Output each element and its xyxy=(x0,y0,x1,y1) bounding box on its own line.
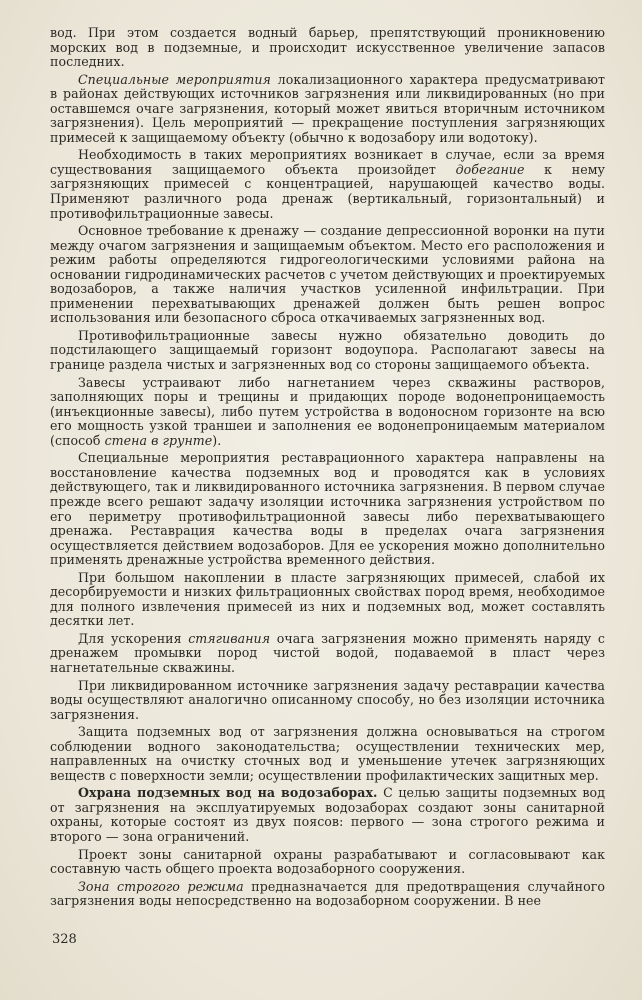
paragraph: Завесы устраивают либо нагнетанием через скважины растворов, заполняющих поры и трещины и придающих породе водонепроницаемость (инъекционные завесы), либо путем устройства в водоносном горизонте на всю его мощность узкой траншеи и заполнения ее водонепроницаемым материалом (способ стена в грунте). xyxy=(50,374,605,448)
paragraph: Противофильтрационные завесы нужно обязательно доводить до подстилающего защищаемый горизонт водоупора. Располагают завесы на границе раздела чистых и загрязненных вод со стороны защищаемого объекта. xyxy=(50,327,605,373)
page-number: 328 xyxy=(52,932,77,947)
paragraph-section-heading: Охрана подземных вод на водозаборах. С целью защиты подземных вод от загрязнения на эксплуатируемых водозаборах создают зоны санитарной охраны, которые состоят из двух поясов: первого — зона строгого режима и второго — зона ограничений. xyxy=(50,785,605,844)
paragraph: Для ускорения стягивания очага загрязнения можно применять наряду с дренажем промывки пород чистой водой, подаваемой в пласт через нагнетательные скважины. xyxy=(50,630,605,675)
section-heading: Охрана подземных вод на водозаборах. xyxy=(78,785,378,801)
paragraph: Специальные мероприятия реставрационного характера направлены на восстановление качества подземных вод и проводятся как в условиях действующего, так и ликвидированного источника загрязнения. В первом случае прежде всего решают задачу изоляции источника загрязнения устройством по его периметру противофильтрационной завесы либо перехватывающего дренажа. Реставрация качества воды в пределах очага загрязнения осуществляется действием водозаборов. Для ее ускорения можно дополнительно применять дренажные устройства временного действия. xyxy=(50,450,605,568)
paragraph: Защита подземных вод от загрязнения должна основываться на строгом соблюдении водного законодательства; осуществлении технических мер, направленных на очистку сточных вод и уменьшение утечек загрязняющих веществ с поверхности земли; осуществлении профилактических защитных мер. xyxy=(50,724,605,783)
paragraph: Необходимость в таких мероприятиях возникает в случае, если за время существования защищаемого объекта произойдет добегание к нему загрязняющих примесей с концентрацией, нарушающей качество воды. Применяют различного рода дренаж (вертикальный, горизонтальный) и противофильтрационные завесы. xyxy=(50,147,606,221)
paragraph: Проект зоны санитарной охраны разрабатывают и согласовывают как составную часть общего проекта водозаборного сооружения. xyxy=(50,846,605,877)
paragraph: При большом накоплении в пласте загрязняющих примесей, слабой их десорбируемости и низких фильтрационных свойствах пород время, необходимое для полного извлечения примесей из них и подземных вод, может составлять десятки лет. xyxy=(50,569,605,629)
paragraph: Зона строгого режима предназначается для предотвращения случайного загрязнения воды непосредственно на водозаборном сооружении. В нее xyxy=(50,878,605,909)
paragraph: вод. При этом создается водный барьер, препятствующий проникновению морских вод в подземные, и происходит искусственное увеличение запасов последних. xyxy=(50,25,605,70)
paragraph: Специальные мероприятия локализационного характера предусматривают в районах действующих источников загрязнения или ликвидированных (но при оставшемся очаге загрязнения, который может явиться вторичным источником загрязнения). Цель мероприятий — прекращение поступления загрязняющих примесей к защищаемому объекту (обычно к водозабору или водотоку). xyxy=(50,71,605,145)
paragraph: При ликвидированном источнике загрязнения задачу реставрации качества воды осуществляют аналогично описанному способу, но без изоляции источника загрязнения. xyxy=(50,677,605,722)
page-text xyxy=(50,26,605,912)
paragraph: Основное требование к дренажу — создание депрессионной воронки на пути между очагом загрязнения и защищаемым объектом. Место его расположения и режим работы определяются гидрогеологическими условиями района на основании гидродинамических расчетов с учетом действующих и проектируемых водозаборов, а также наличия участков усиленной инфильтрации. При применении перехватывающих дренажей должен быть решен вопрос использования или безопасного сброса откачиваемых загрязненных вод. xyxy=(50,223,605,326)
